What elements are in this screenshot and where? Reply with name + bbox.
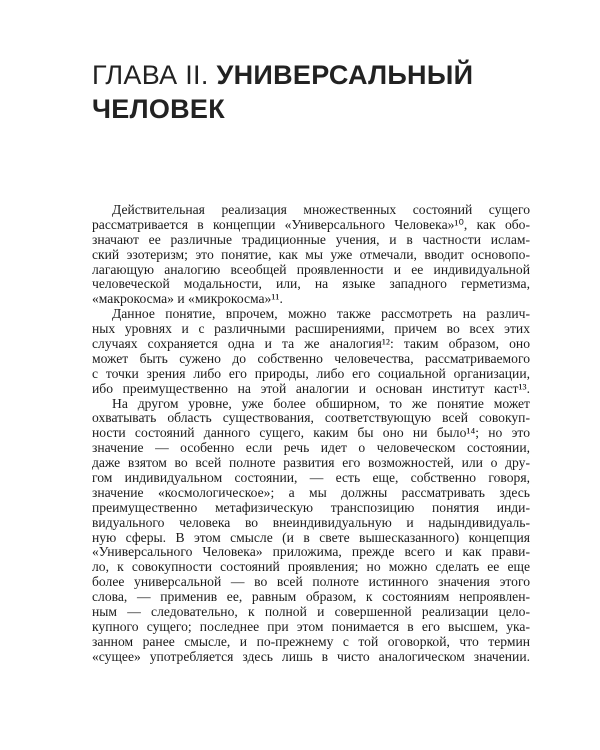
text-line: человеческой модальности, или, на языке западного герметизма, [92,276,530,292]
text-line: ности состояний данного сущего, каким бы оно ни было¹⁴; но это [92,425,530,441]
text-line: занном ранее смысле, и по-прежнему с той оговоркой, что термин [92,633,530,649]
text-line: «макрокосма» и «микрокосма»¹¹. [92,291,283,307]
text-line: может быть сужено до собственно человечества, рассматриваемого [92,350,530,366]
text-line: ский эзотеризм; это понятие, как мы уже отмечали, вводит основопо- [92,246,530,262]
text-line: купного сущего; последнее при этом понимается в его высшем, ука- [92,618,530,634]
text-line: слова, — применив ее, равным образом, к состояниям непроявлен- [92,589,530,605]
text-line: случаях сохраняется одна и та же аналогия¹²: таким образом, оно [92,336,530,352]
chapter-title-part1: УНИВЕРСАЛЬНЫЙ [216,60,474,90]
text-line: ным — следовательно, к полной и совершенной реализации цело- [92,604,530,620]
chapter-heading [92,58,473,126]
text-line: ло, к совокупности состояний проявления; но можно сделать ее еще [92,559,530,575]
text-line: гом индивидуальном состоянии, — есть еще, собственно говоря, [92,470,530,486]
chapter-title-part2: ЧЕЛОВЕК [92,94,226,124]
text-line: более универсальной — во всей полноте истинного значения этого [92,574,530,590]
text-line: ибо преимущественно на этой аналогии и основан институт каст¹³. [92,380,530,396]
text-line: охватывать область существования, соответствующую всей совокуп- [92,410,530,426]
chapter-heading-line1 [92,58,473,92]
paragraph [92,397,530,665]
text-line: На другом уровне, уже более обширном, то же понятие может [112,395,530,411]
text-line: значают ее различные традиционные учения, и в частности ислам- [92,231,530,247]
text-line: с точки зрения либо его природы, либо его социальной организации, [92,365,530,381]
text-line: ную сферы. В этом смысле (и в свете вышесказанного) концепция [92,529,530,545]
text-line: значение «космологическое»; а мы должны рассматривать здесь [92,484,530,500]
text-line: лагающую аналогию всеобщей проявленности и ее индивидуальной [92,261,530,277]
text-line: даже взятом во всей полноте развития его возможностей, или о дру- [92,455,530,471]
text-line: рассматривается в концепции «Универсального Человека»¹⁰, как обо- [92,216,530,232]
text-line: «сущее» употребляется здесь лишь в чисто аналогическом значении. [92,648,530,664]
paragraph [92,307,530,396]
text-line: видуального человека во внеиндивидуальную и надындивидуаль- [92,514,530,530]
text-line: «Универсального Человека» приложима, прежде всего и как прави- [92,544,530,560]
text-line: Действительная реализация множественных состояний сущего [112,202,530,217]
body-text [92,203,530,665]
text-line: ных уровнях и с различными расширениями, причем во всех этих [92,321,530,337]
chapter-label: ГЛАВА II. [92,60,209,90]
text-line: значение — особенно если речь идет о человеческом состоянии, [92,440,530,456]
text-line: Данное понятие, впрочем, можно также рассмотреть на различ- [112,306,530,322]
text-line: преимущественно метафизическую транспозицию понятия инди- [92,499,530,515]
paragraph [92,203,530,307]
